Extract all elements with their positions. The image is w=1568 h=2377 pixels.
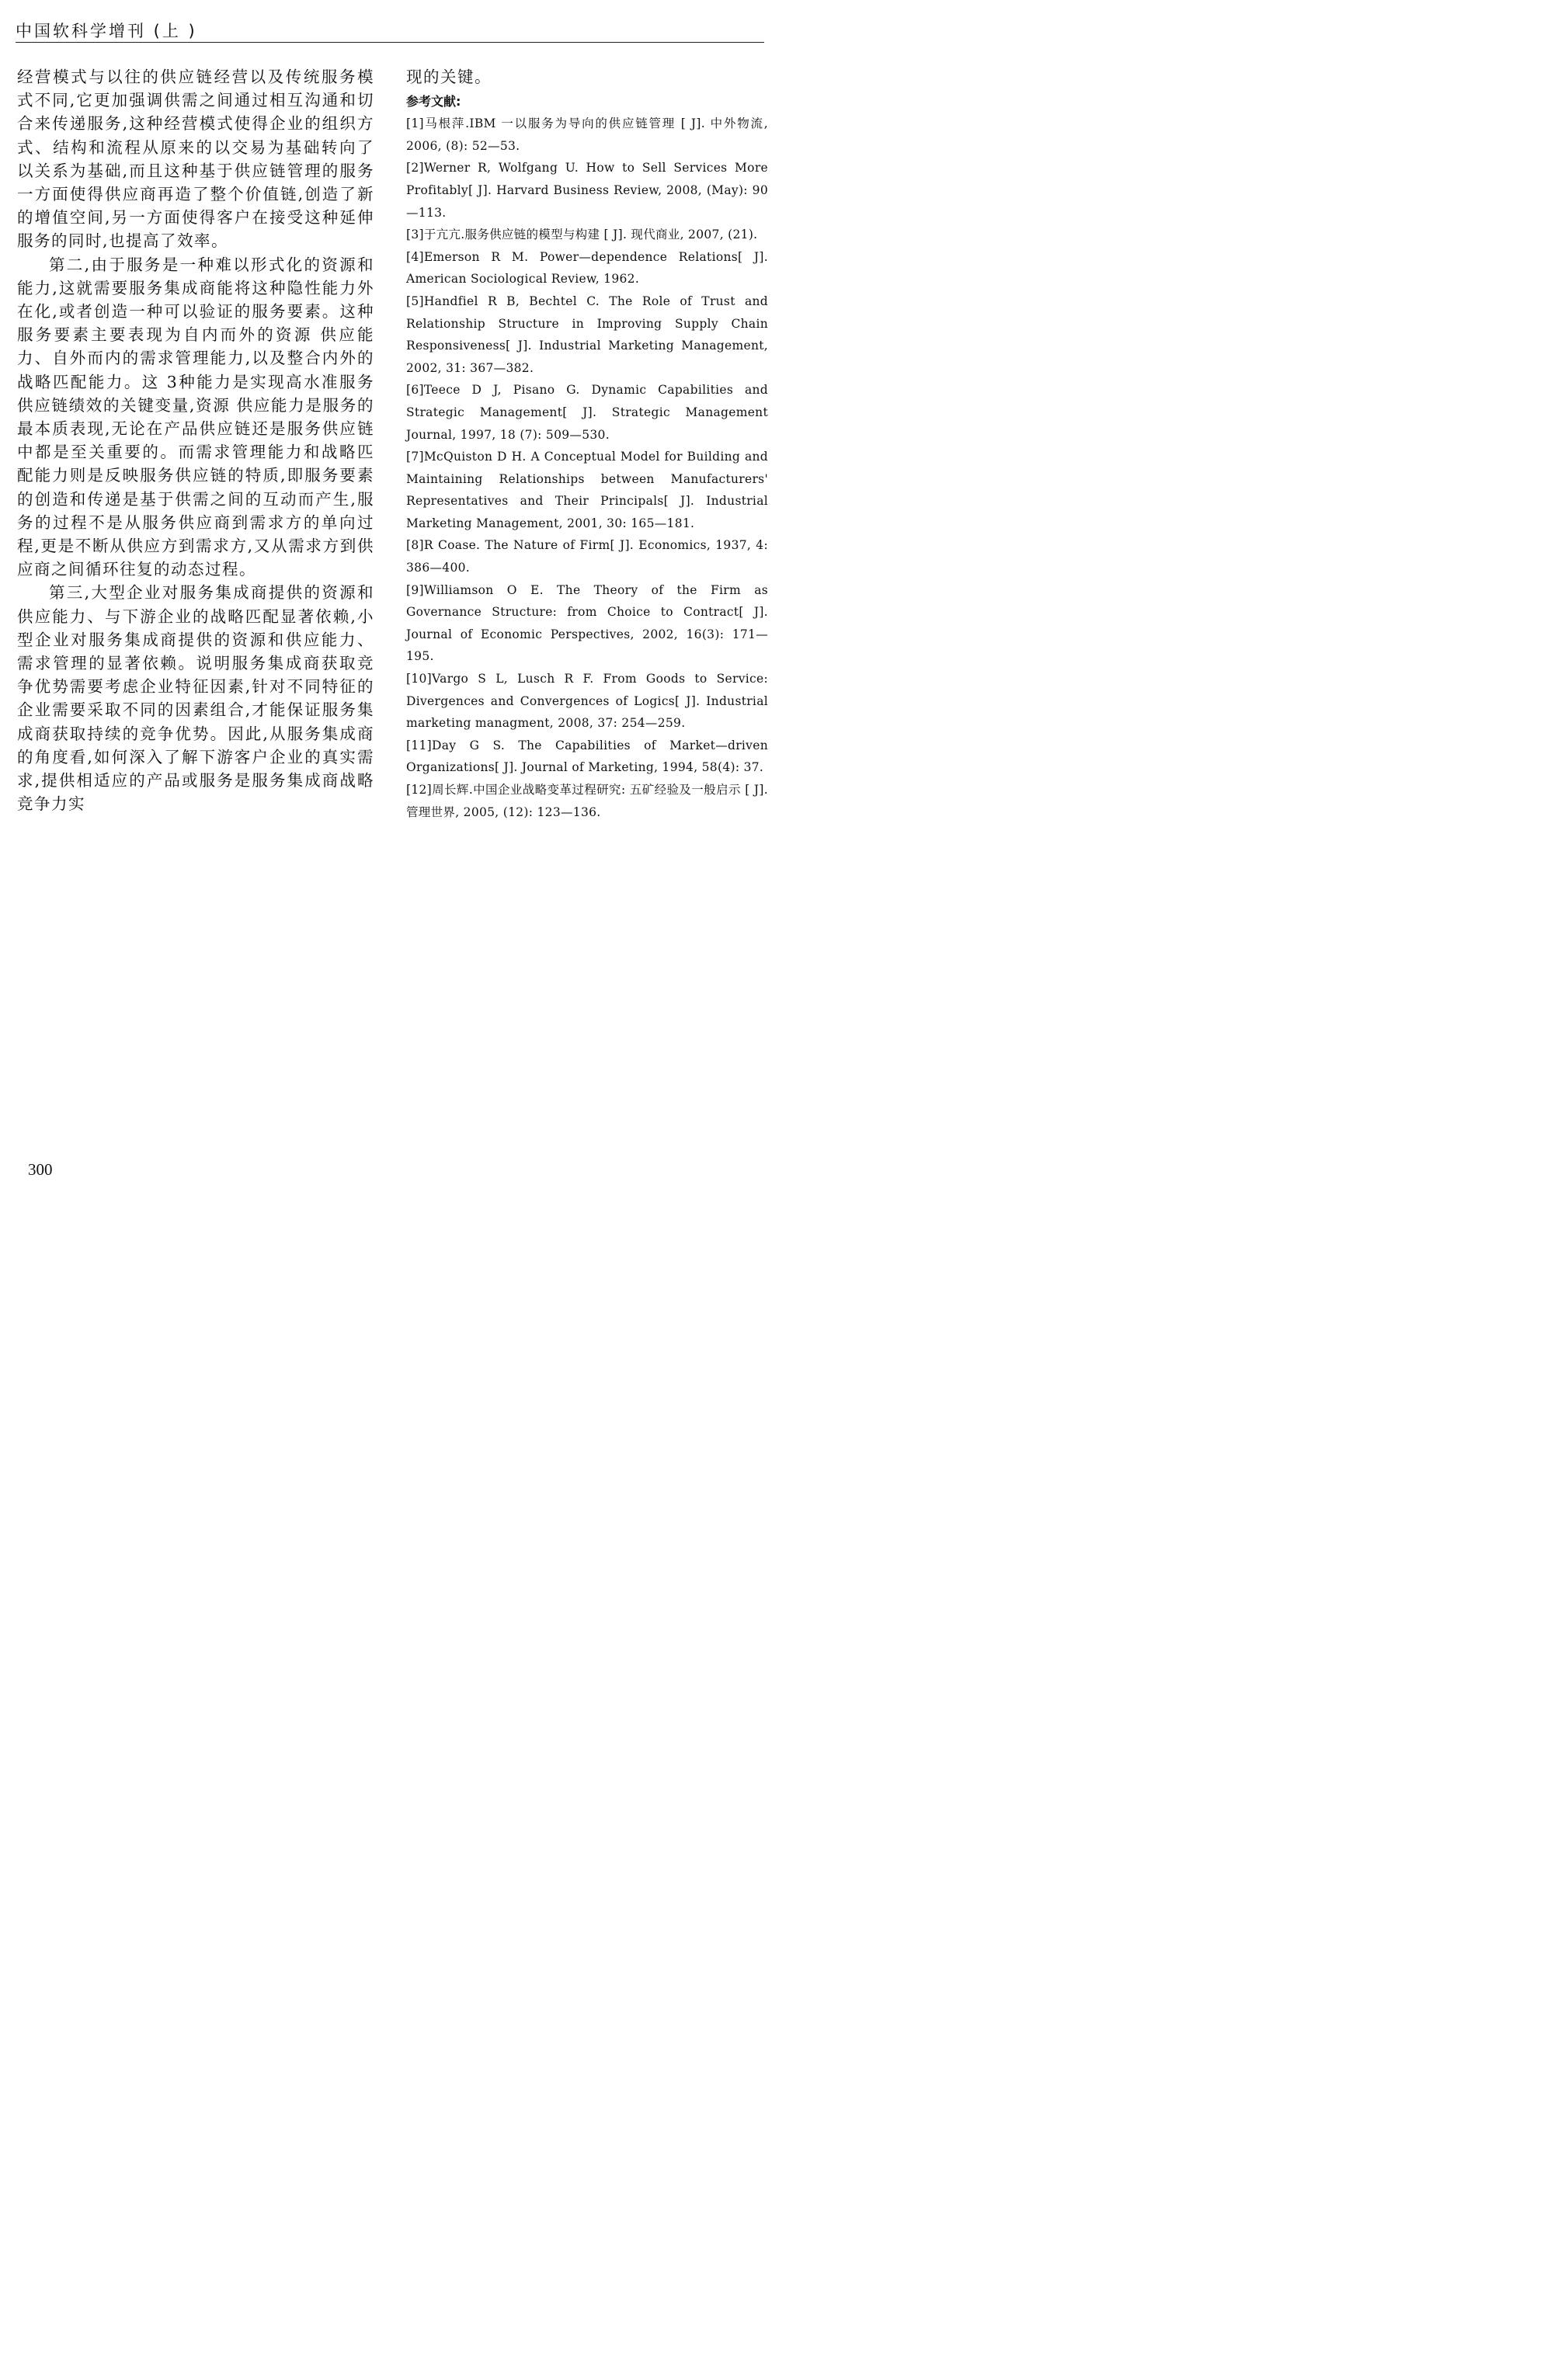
body-paragraph: 第二,由于服务是一种难以形式化的资源和能力,这就需要服务集成商能将这种隐性能力外在化,或者创造一种可以验证的服务要素。这种服务要素主要表现为自内而外的资源 供应能力、自外而内的需求管理能力,以及整合内外的战略匹配能力。这 3种能力是实现高水准服务供应链绩效的关键变量,资源 供应能力是服务的最本质表现,无论在产品供应链还是服务供应链中都是至关重要的。而需求管理能力和战略匹配能力则是反映服务供应链的特质,即服务要素的创造和传递是基于供需之间的互动而产生,服务的过程不是从服务供应商到需求方的单向过程,更是不断从供应方到需求方,又从需求方到供应商之间循环往复的动态过程。 — [17, 255, 374, 579]
journal-title: 中国软科学增刊 (上 ) — [16, 22, 197, 40]
running-header — [16, 16, 764, 43]
reference-item: [12]周长辉.中国企业战略变革过程研究: 五矿经验及一般启示 [ J]. 管理世界, 2005, (12): 123—136. — [406, 783, 768, 819]
body-paragraph: 经营模式与以往的供应链经营以及传统服务模式不同,它更加强调供需之间通过相互沟通和切合来传递服务,这种经营模式使得企业的组织方式、结构和流程从原来的以交易为基础转向了以关系为基础,而且这种基于供应链管理的服务一方面使得供应商再造了整个价值链,创造了新的增值空间,另一方面使得客户在接受这种延伸服务的同时,也提高了效率。 — [17, 68, 374, 251]
reference-item: [5]Handfiel R B, Bechtel C. The Role of Trust and Relationship Structure in Improving Supply Chain Responsiveness[ J]. Industrial Marketing Management, 2002, 31: 367—382. — [406, 294, 768, 375]
page-number: 300 — [28, 1160, 53, 1179]
body-paragraph: 第三,大型企业对服务集成商提供的资源和供应能力、与下游企业的战略匹配显著依赖,小型企业对服务集成商提供的资源和供应能力、需求管理的显著依赖。说明服务集成商获取竞争优势需要考虑企业特征因素,针对不同特征的企业需要采取不同的因素组合,才能保证服务集成商获取持续的竞争优势。因此,从服务集成商的角度看,如何深入了解下游客户企业的真实需求,提供相适应的产品或服务是服务集成商战略竞争力实 — [17, 583, 374, 814]
reference-item: [3]于亢亢.服务供应链的模型与构建 [ J]. 现代商业, 2007, (21). — [406, 228, 758, 242]
reference-item: [1]马根萍.IBM 一以服务为导向的供应链管理 [ J]. 中外物流, 2006, (8): 52—53. — [406, 116, 768, 153]
references-heading: 参考文献: — [406, 94, 461, 109]
reference-item: [8]R Coase. The Nature of Firm[ J]. Economics, 1937, 4: 386—400. — [406, 538, 768, 575]
reference-item: [9]Williamson O E. The Theory of the Firm as Governance Structure: from Choice to Contract[ J]. Journal of Economic Perspectives, 2002, 16(3): 171—195. — [406, 582, 768, 664]
reference-item: [7]McQuiston D H. A Conceptual Model for Building and Maintaining Relationships between Manufacturers' Representatives and Their Principals[ J]. Industrial Marketing Management, 2001, 30: 165—181. — [406, 450, 768, 530]
reference-item: [2]Werner R, Wolfgang U. How to Sell Services More Profitably[ J]. Harvard Business Review, 2008, (May): 90—113. — [406, 161, 768, 220]
reference-list — [406, 113, 768, 823]
continuation-text: 现的关键。 — [406, 68, 492, 86]
reference-item: [4]Emerson R M. Power—dependence Relations[ J]. American Sociological Review, 1962. — [406, 249, 768, 287]
left-column — [17, 65, 374, 816]
reference-item: [6]Teece D J, Pisano G. Dynamic Capabilities and Strategic Management[ J]. Strategic Management Journal, 1997, 18 (7): 509—530. — [406, 383, 768, 442]
reference-item: [10]Vargo S L, Lusch R F. From Goods to Service: Divergences and Convergences of Logics[ J]. Industrial marketing managment, 2008, 37: 254—259. — [406, 672, 768, 731]
reference-item: [11]Day G S. The Capabilities of Market—driven Organizations[ J]. Journal of Marketing, 1994, 58(4): 37. — [406, 738, 768, 775]
right-column — [406, 65, 768, 823]
